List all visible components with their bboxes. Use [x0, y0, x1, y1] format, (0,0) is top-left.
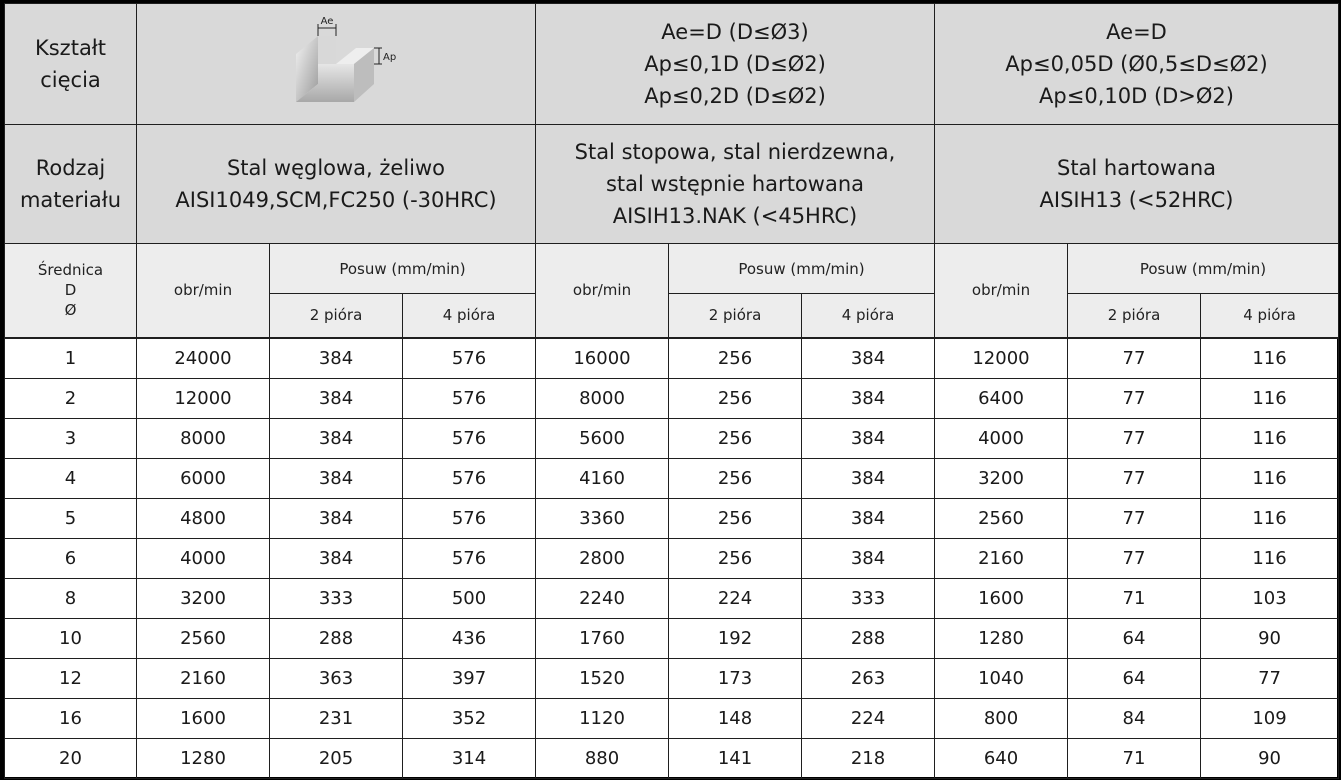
value-cell: 576	[403, 378, 536, 418]
diameter-label-line-2: D	[64, 281, 77, 300]
value-cell: 384	[270, 498, 403, 538]
value-cell: 1600	[935, 578, 1068, 618]
feed-header-group2: Posuw (mm/min)	[669, 244, 935, 294]
value-cell: 77	[1068, 338, 1201, 379]
diameter-cell: 12	[5, 658, 137, 698]
material3-cell	[935, 125, 1339, 244]
value-cell: 3360	[536, 498, 669, 538]
value-cell: 384	[270, 538, 403, 578]
material2-line-3: AISIH13.NAK (<45HRC)	[612, 204, 858, 228]
group2-cut-line-3: Ap≤0,2D (D≤Ø2)	[644, 84, 826, 108]
value-cell: 12000	[137, 378, 270, 418]
value-cell: 2560	[935, 498, 1068, 538]
value-cell: 116	[1201, 418, 1339, 458]
table-row	[5, 498, 1339, 538]
value-cell: 1600	[137, 698, 270, 738]
value-cell: 116	[1201, 538, 1339, 578]
value-cell: 576	[403, 458, 536, 498]
value-cell: 4800	[137, 498, 270, 538]
table-row	[5, 418, 1339, 458]
value-cell: 3200	[137, 578, 270, 618]
value-cell: 1760	[536, 618, 669, 658]
cut-shape-illustration-cell	[137, 4, 536, 125]
value-cell: 224	[669, 578, 802, 618]
shape-label-cell	[5, 4, 137, 125]
group3-cut-shape-cell	[935, 4, 1339, 125]
rpm-header-group3: obr/min	[935, 244, 1068, 338]
material2-line-2: stal wstępnie hartowana	[605, 172, 864, 196]
value-cell: 1280	[137, 738, 270, 778]
value-cell: 16000	[536, 338, 669, 379]
value-cell: 1520	[536, 658, 669, 698]
rpm-header-group1: obr/min	[137, 244, 270, 338]
value-cell: 84	[1068, 698, 1201, 738]
value-cell: 103	[1201, 578, 1339, 618]
value-cell: 2800	[536, 538, 669, 578]
value-cell: 77	[1068, 418, 1201, 458]
two-flute-header-group2: 2 pióra	[669, 294, 802, 338]
value-cell: 384	[802, 498, 935, 538]
value-cell: 2160	[935, 538, 1068, 578]
value-cell: 384	[802, 538, 935, 578]
value-cell: 116	[1201, 338, 1339, 379]
diameter-cell: 2	[5, 378, 137, 418]
material2-line-1: Stal stopowa, stal nierdzewna,	[574, 140, 896, 164]
value-cell: 333	[802, 578, 935, 618]
value-cell: 2160	[137, 658, 270, 698]
value-cell: 288	[270, 618, 403, 658]
four-flute-header-group2: 4 pióra	[802, 294, 935, 338]
diameter-cell: 1	[5, 338, 137, 379]
value-cell: 2240	[536, 578, 669, 618]
value-cell: 4000	[137, 538, 270, 578]
value-cell: 77	[1068, 378, 1201, 418]
value-cell: 224	[802, 698, 935, 738]
value-cell: 71	[1068, 738, 1201, 778]
value-cell: 192	[669, 618, 802, 658]
value-cell: 333	[270, 578, 403, 618]
value-cell: 314	[403, 738, 536, 778]
value-cell: 384	[802, 458, 935, 498]
value-cell: 90	[1201, 738, 1339, 778]
diameter-cell: 16	[5, 698, 137, 738]
value-cell: 64	[1068, 658, 1201, 698]
material2-cell	[536, 125, 935, 244]
diameter-label-line-3: Ø	[64, 301, 77, 320]
value-cell: 800	[935, 698, 1068, 738]
data-rows	[5, 338, 1339, 779]
value-cell: 880	[536, 738, 669, 778]
material-label-line-1: Rodzaj	[35, 156, 106, 180]
value-cell: 12000	[935, 338, 1068, 379]
material1-cell	[137, 125, 536, 244]
rpm-header-group2: obr/min	[536, 244, 669, 338]
value-cell: 256	[669, 458, 802, 498]
group3-cut-line-2: Ap≤0,05D (Ø0,5≤D≤Ø2)	[1005, 52, 1268, 76]
value-cell: 77	[1201, 658, 1339, 698]
value-cell: 24000	[137, 338, 270, 379]
value-cell: 3200	[935, 458, 1068, 498]
value-cell: 205	[270, 738, 403, 778]
value-cell: 4000	[935, 418, 1068, 458]
table-row	[5, 538, 1339, 578]
group2-cut-line-2: Ap≤0,1D (D≤Ø2)	[644, 52, 826, 76]
table-row	[5, 658, 1339, 698]
value-cell: 116	[1201, 458, 1339, 498]
table-row	[5, 578, 1339, 618]
value-cell: 384	[270, 338, 403, 379]
value-cell: 256	[669, 498, 802, 538]
two-flute-header-group1: 2 pióra	[270, 294, 403, 338]
value-cell: 263	[802, 658, 935, 698]
value-cell: 64	[1068, 618, 1201, 658]
illustration-ap-label: Ap	[383, 52, 397, 63]
material1-line-1: Stal węglowa, żeliwo	[226, 156, 446, 180]
cutting-shape-illustration-icon	[266, 14, 406, 114]
diameter-header-cell	[5, 244, 137, 338]
value-cell: 5600	[536, 418, 669, 458]
diameter-cell: 10	[5, 618, 137, 658]
value-cell: 173	[669, 658, 802, 698]
value-cell: 397	[403, 658, 536, 698]
value-cell: 436	[403, 618, 536, 658]
value-cell: 256	[669, 418, 802, 458]
material-label-line-2: materiału	[19, 188, 122, 212]
value-cell: 256	[669, 338, 802, 379]
diameter-cell: 20	[5, 738, 137, 778]
value-cell: 576	[403, 418, 536, 458]
value-cell: 90	[1201, 618, 1339, 658]
table-row	[5, 378, 1339, 418]
value-cell: 256	[669, 378, 802, 418]
value-cell: 384	[802, 418, 935, 458]
value-cell: 116	[1201, 498, 1339, 538]
value-cell: 141	[669, 738, 802, 778]
material3-line-2: AISIH13 (<52HRC)	[1039, 188, 1234, 212]
value-cell: 576	[403, 498, 536, 538]
value-cell: 384	[270, 458, 403, 498]
value-cell: 1040	[935, 658, 1068, 698]
value-cell: 576	[403, 338, 536, 379]
value-cell: 71	[1068, 578, 1201, 618]
value-cell: 1280	[935, 618, 1068, 658]
value-cell: 640	[935, 738, 1068, 778]
value-cell: 8000	[536, 378, 669, 418]
material3-line-1: Stal hartowana	[1056, 156, 1217, 180]
value-cell: 4160	[536, 458, 669, 498]
value-cell: 109	[1201, 698, 1339, 738]
value-cell: 384	[270, 418, 403, 458]
value-cell: 2560	[137, 618, 270, 658]
diameter-cell: 3	[5, 418, 137, 458]
group3-cut-line-3: Ap≤0,10D (D>Ø2)	[1039, 84, 1234, 108]
shape-label-line-2: cięcia	[40, 68, 101, 92]
table-row	[5, 338, 1339, 379]
two-flute-header-group3: 2 pióra	[1068, 294, 1201, 338]
feed-header-group3: Posuw (mm/min)	[1068, 244, 1339, 294]
shape-label-line-1: Kształt	[34, 36, 107, 60]
value-cell: 8000	[137, 418, 270, 458]
value-cell: 500	[403, 578, 536, 618]
value-cell: 77	[1068, 538, 1201, 578]
group3-cut-line-1: Ae=D	[1106, 20, 1167, 44]
cutting-parameters-table	[4, 3, 1339, 779]
value-cell: 1120	[536, 698, 669, 738]
group2-cut-line-1: Ae=D (D≤Ø3)	[661, 20, 809, 44]
table-row	[5, 698, 1339, 738]
table-row	[5, 618, 1339, 658]
value-cell: 288	[802, 618, 935, 658]
diameter-cell: 5	[5, 498, 137, 538]
table-row	[5, 458, 1339, 498]
value-cell: 77	[1068, 498, 1201, 538]
value-cell: 256	[669, 538, 802, 578]
value-cell: 363	[270, 658, 403, 698]
value-cell: 231	[270, 698, 403, 738]
table-row	[5, 738, 1339, 778]
diameter-cell: 8	[5, 578, 137, 618]
value-cell: 6000	[137, 458, 270, 498]
cutting-parameters-table-frame	[4, 3, 1337, 777]
value-cell: 384	[802, 378, 935, 418]
diameter-cell: 6	[5, 538, 137, 578]
material-label-cell	[5, 125, 137, 244]
value-cell: 218	[802, 738, 935, 778]
value-cell: 6400	[935, 378, 1068, 418]
feed-header-group1: Posuw (mm/min)	[270, 244, 536, 294]
diameter-cell: 4	[5, 458, 137, 498]
illustration-ae-label: Ae	[320, 16, 334, 27]
value-cell: 148	[669, 698, 802, 738]
four-flute-header-group3: 4 pióra	[1201, 294, 1339, 338]
diameter-label-line-1: Średnica	[37, 261, 104, 280]
value-cell: 576	[403, 538, 536, 578]
value-cell: 352	[403, 698, 536, 738]
value-cell: 384	[270, 378, 403, 418]
value-cell: 384	[802, 338, 935, 379]
value-cell: 77	[1068, 458, 1201, 498]
value-cell: 116	[1201, 378, 1339, 418]
material1-line-2: AISI1049,SCM,FC250 (-30HRC)	[175, 188, 497, 212]
four-flute-header-group1: 4 pióra	[403, 294, 536, 338]
group2-cut-shape-cell	[536, 4, 935, 125]
